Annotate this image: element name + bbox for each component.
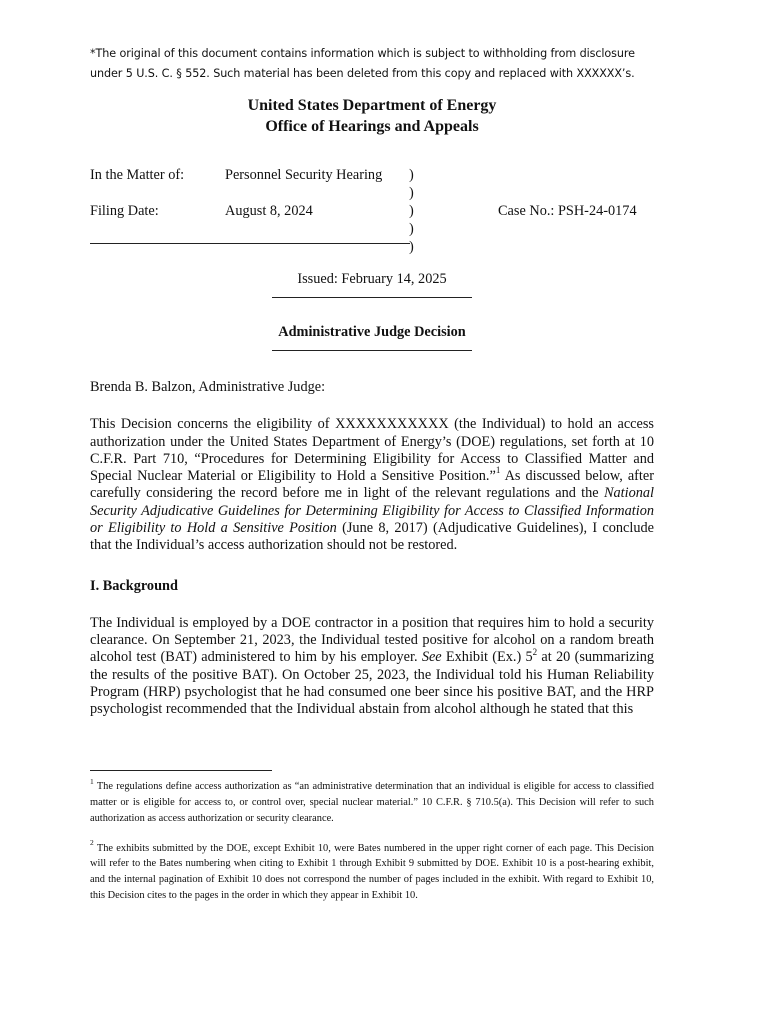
intro-paragraph: [90, 416, 654, 554]
issued-date: Issued: February 14, 2025: [297, 271, 447, 287]
intro-text-c: (June 8, 2017) (Adjudicative Guidelines), I conclude that the Individual’s access authorization should not be restored.: [90, 520, 654, 554]
footnote-1-number: 1: [90, 776, 94, 786]
notice-line-2: under 5 U.S. C. § 552. Such material has been deleted from this copy and replaced with XXXXXX’s.: [90, 67, 635, 80]
document-page: [90, 44, 654, 903]
office-title: Office of Hearings and Appeals: [265, 118, 479, 135]
footnote-2-number: 2: [90, 838, 94, 848]
issued-divider: [272, 297, 472, 298]
paren: ): [409, 203, 414, 219]
paren: ): [409, 167, 414, 183]
agency-title: United States Department of Energy: [247, 97, 497, 114]
case-caption: [90, 166, 654, 255]
footnote-1-text: The regulations define access authorization as “an administrative determination that an individual is eligible for access to classified matter or is eligible for access to, or control over, special nuclear material.” 10 C.F.R. § 710.5(a). This Decision will refer to such authorization as access authorization or security clearance.: [90, 781, 654, 824]
see-signal: See: [421, 649, 442, 666]
decision-title: Administrative Judge Decision: [278, 324, 466, 340]
decision-divider: [272, 350, 472, 351]
footnote-divider: [90, 770, 272, 771]
case-number: Case No.: PSH-24-0174: [498, 203, 637, 219]
matter-label: In the Matter of:: [90, 167, 185, 183]
intro-text-a: This Decision concerns the eligibility of XXXXXXXXXXX (the Individual) to hold an access authorization under the United States Department of Energy’s (DOE) regulations, set forth at 10 C.F.R. Part 710, “Procedures for Determining Eligibility for Access to Classified Matter and Special Nuclear Material or Eligibility to Hold a Sensitive Position.”: [90, 416, 654, 485]
paren: ): [409, 221, 414, 237]
paren: ): [409, 239, 414, 255]
issued-block: [90, 270, 654, 351]
filing-date-value: August 8, 2024: [225, 203, 313, 219]
footnote-ref-1[interactable]: 1: [495, 465, 501, 476]
paren: ): [409, 185, 414, 201]
footnote-ref-2[interactable]: 2: [532, 646, 538, 657]
notice-line-1: *The original of this document contains information which is subject to withholding from disclosure: [90, 47, 635, 60]
background-paragraph: [90, 615, 654, 719]
intro-text-b: As discussed below, after carefully considering the record before me in light of the relevant regulations and the: [90, 468, 654, 502]
section-heading-background: I. Background: [90, 577, 178, 594]
guidelines-title: National Security Adjudicative Guidelines for Determining Eligibility for Access to Classified Information or Eligibility to Hold a Sensitive Position: [90, 485, 654, 537]
footnote-2-text: The exhibits submitted by the DOE, except Exhibit 10, were Bates numbered in the upper right corner of each page. This Decision will refer to the Bates numbering when citing to Exhibit 1 through Exhibit 9 submitted by DOE. Exhibit 10 is a post-hearing exhibit, and the internal pagination of Exhibit 10 does not correspond the number of pages included in the exhibit. With regard to Exhibit 10, this Decision cites to the pages in the order in which they appear in Exhibit 10.: [90, 842, 654, 901]
judge-line: Brenda B. Balzon, Administrative Judge:: [90, 379, 326, 395]
background-text-a: The Individual is employed by a DOE contractor in a position that requires him to hold a security clearance. On September 21, 2023, the Individual tested positive for alcohol on a random breath alcohol test (BAT) administered to him by his employer.: [90, 614, 654, 666]
footnote-1: [90, 776, 654, 826]
filing-date-label: Filing Date:: [90, 203, 159, 219]
matter-value: Personnel Security Hearing: [225, 167, 383, 183]
caption-divider: [90, 243, 410, 244]
redaction-notice: [90, 44, 654, 84]
background-text-c: at 20 (summarizing the results of the positive BAT). On October 25, 2023, the Individual told his Human Reliability Program (HRP) psychologist that he had consumed one beer since his positive BAT, and the HRP psychologist recommended that the Individual abstain from alcohol although he stated that this: [90, 649, 654, 718]
background-text-b: Exhibit (Ex.) 5: [441, 649, 533, 666]
footnote-2: [90, 838, 654, 904]
